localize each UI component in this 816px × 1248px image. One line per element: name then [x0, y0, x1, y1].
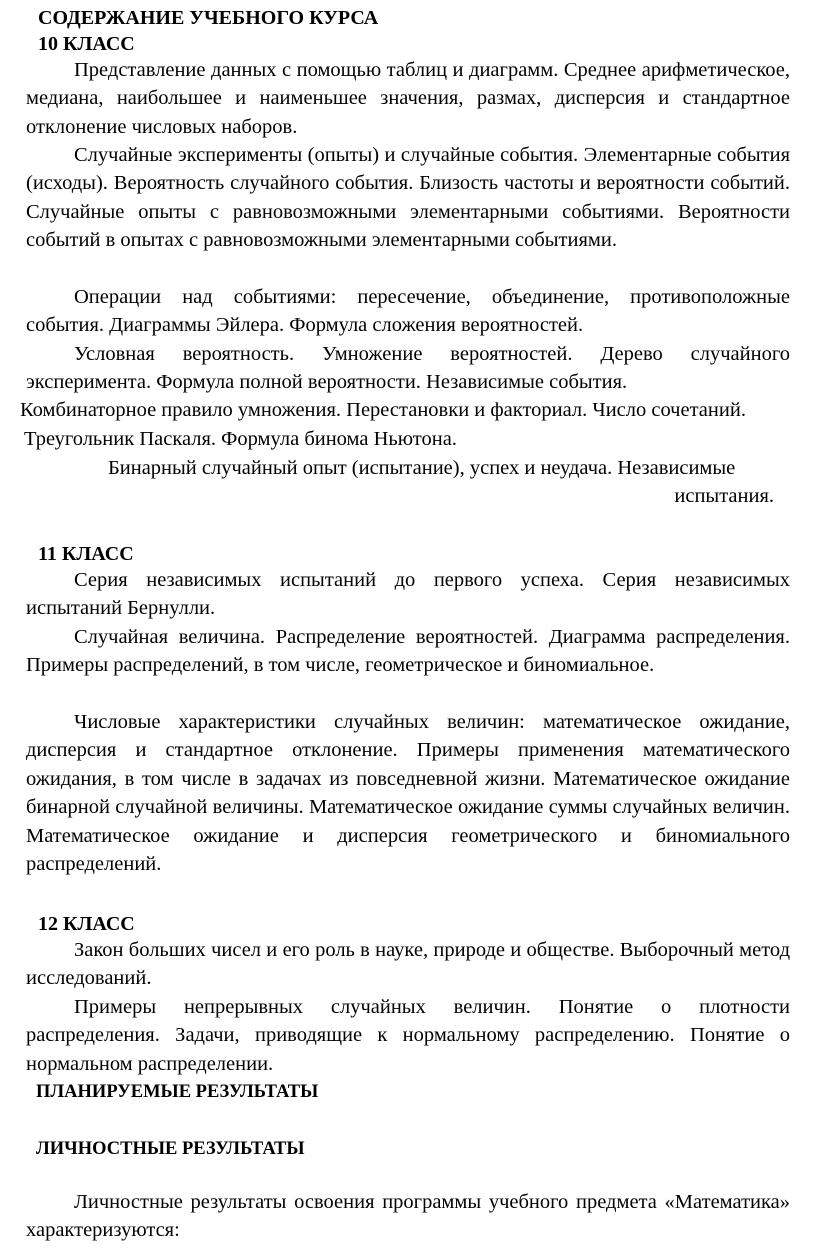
personal-results-paragraph: Личностные результаты освоения программы учебного предмета «Математика» характеризуются:	[26, 1191, 790, 1242]
planned-results-heading: ПЛАНИРУЕМЫЕ РЕЗУЛЬТАТЫ	[36, 1082, 319, 1102]
grade-10-paragraph-conditional-probability: Условная вероятность. Умножение вероятностей. Дерево случайного эксперимента. Формула полной вероятности. Независимые события.	[26, 343, 790, 394]
grade-12-heading: 12 КЛАСС	[38, 913, 135, 935]
grade-11-heading: 11 КЛАСС	[38, 543, 134, 565]
grade-11-paragraph-expectation: Числовые характеристики случайных величин: математическое ожидание, дисперсия и стандартное отклонение. Примеры применения математического ожидания, в том числе в задачах из повседневной жизни. Математическое ожидание бинарной случайной величины. Математическое ожидание суммы случайных величин. Математическое ожидание и дисперсия геометрического и биномиального распределений.	[26, 711, 790, 876]
grade-10-paragraph-binary-trial-end: испытания.	[674, 485, 774, 507]
course-content-title: СОДЕРЖАНИЕ УЧЕБНОГО КУРСА	[38, 7, 379, 29]
grade-10-paragraph-combinatorics: Комбинаторное правило умножения. Перестановки и факториал. Число сочетаний.	[20, 399, 746, 421]
grade-10-paragraph-random-experiments: Случайные эксперименты (опыты) и случайные события. Элементарные события (исходы). Вероятность случайного события. Близость частоты и вероятности событий. Случайные опыты с равновозможными элементарными событиями. Вероятности событий в опытах с равновозможными элементарными событиями.	[26, 144, 790, 252]
grade-10-heading: 10 КЛАСС	[38, 33, 135, 55]
grade-11-paragraph-bernoulli: Серия независимых испытаний до первого успеха. Серия независимых испытаний Бернулли.	[26, 569, 790, 620]
personal-results-heading: ЛИЧНОСТНЫЕ РЕЗУЛЬТАТЫ	[36, 1139, 305, 1159]
grade-12-paragraph-continuous: Примеры непрерывных случайных величин. Понятие о плотности распределения. Задачи, приводящие к нормальному распределению. Понятие о нормальном распределении.	[26, 996, 790, 1075]
grade-10-paragraph-pascal-triangle: Треугольник Паскаля. Формула бинома Ньютона.	[24, 428, 457, 450]
grade-11-paragraph-random-variable: Случайная величина. Распределение вероятностей. Диаграмма распределения. Примеры распределений, в том числе, геометрическое и биномиальное.	[26, 626, 790, 677]
grade-10-paragraph-data-representation: Представление данных с помощью таблиц и диаграмм. Среднее арифметическое, медиана, наибольшее и наименьшее значения, размах, дисперсия и стандартное отклонение числовых наборов.	[26, 59, 790, 138]
grade-10-paragraph-event-operations: Операции над событиями: пересечение, объединение, противоположные события. Диаграммы Эйлера. Формула сложения вероятностей.	[26, 286, 790, 337]
grade-12-paragraph-large-numbers: Закон больших чисел и его роль в науке, природе и обществе. Выборочный метод исследований.	[26, 939, 790, 990]
grade-10-paragraph-binary-trial: Бинарный случайный опыт (испытание), успех и неудача. Независимые	[108, 457, 736, 479]
